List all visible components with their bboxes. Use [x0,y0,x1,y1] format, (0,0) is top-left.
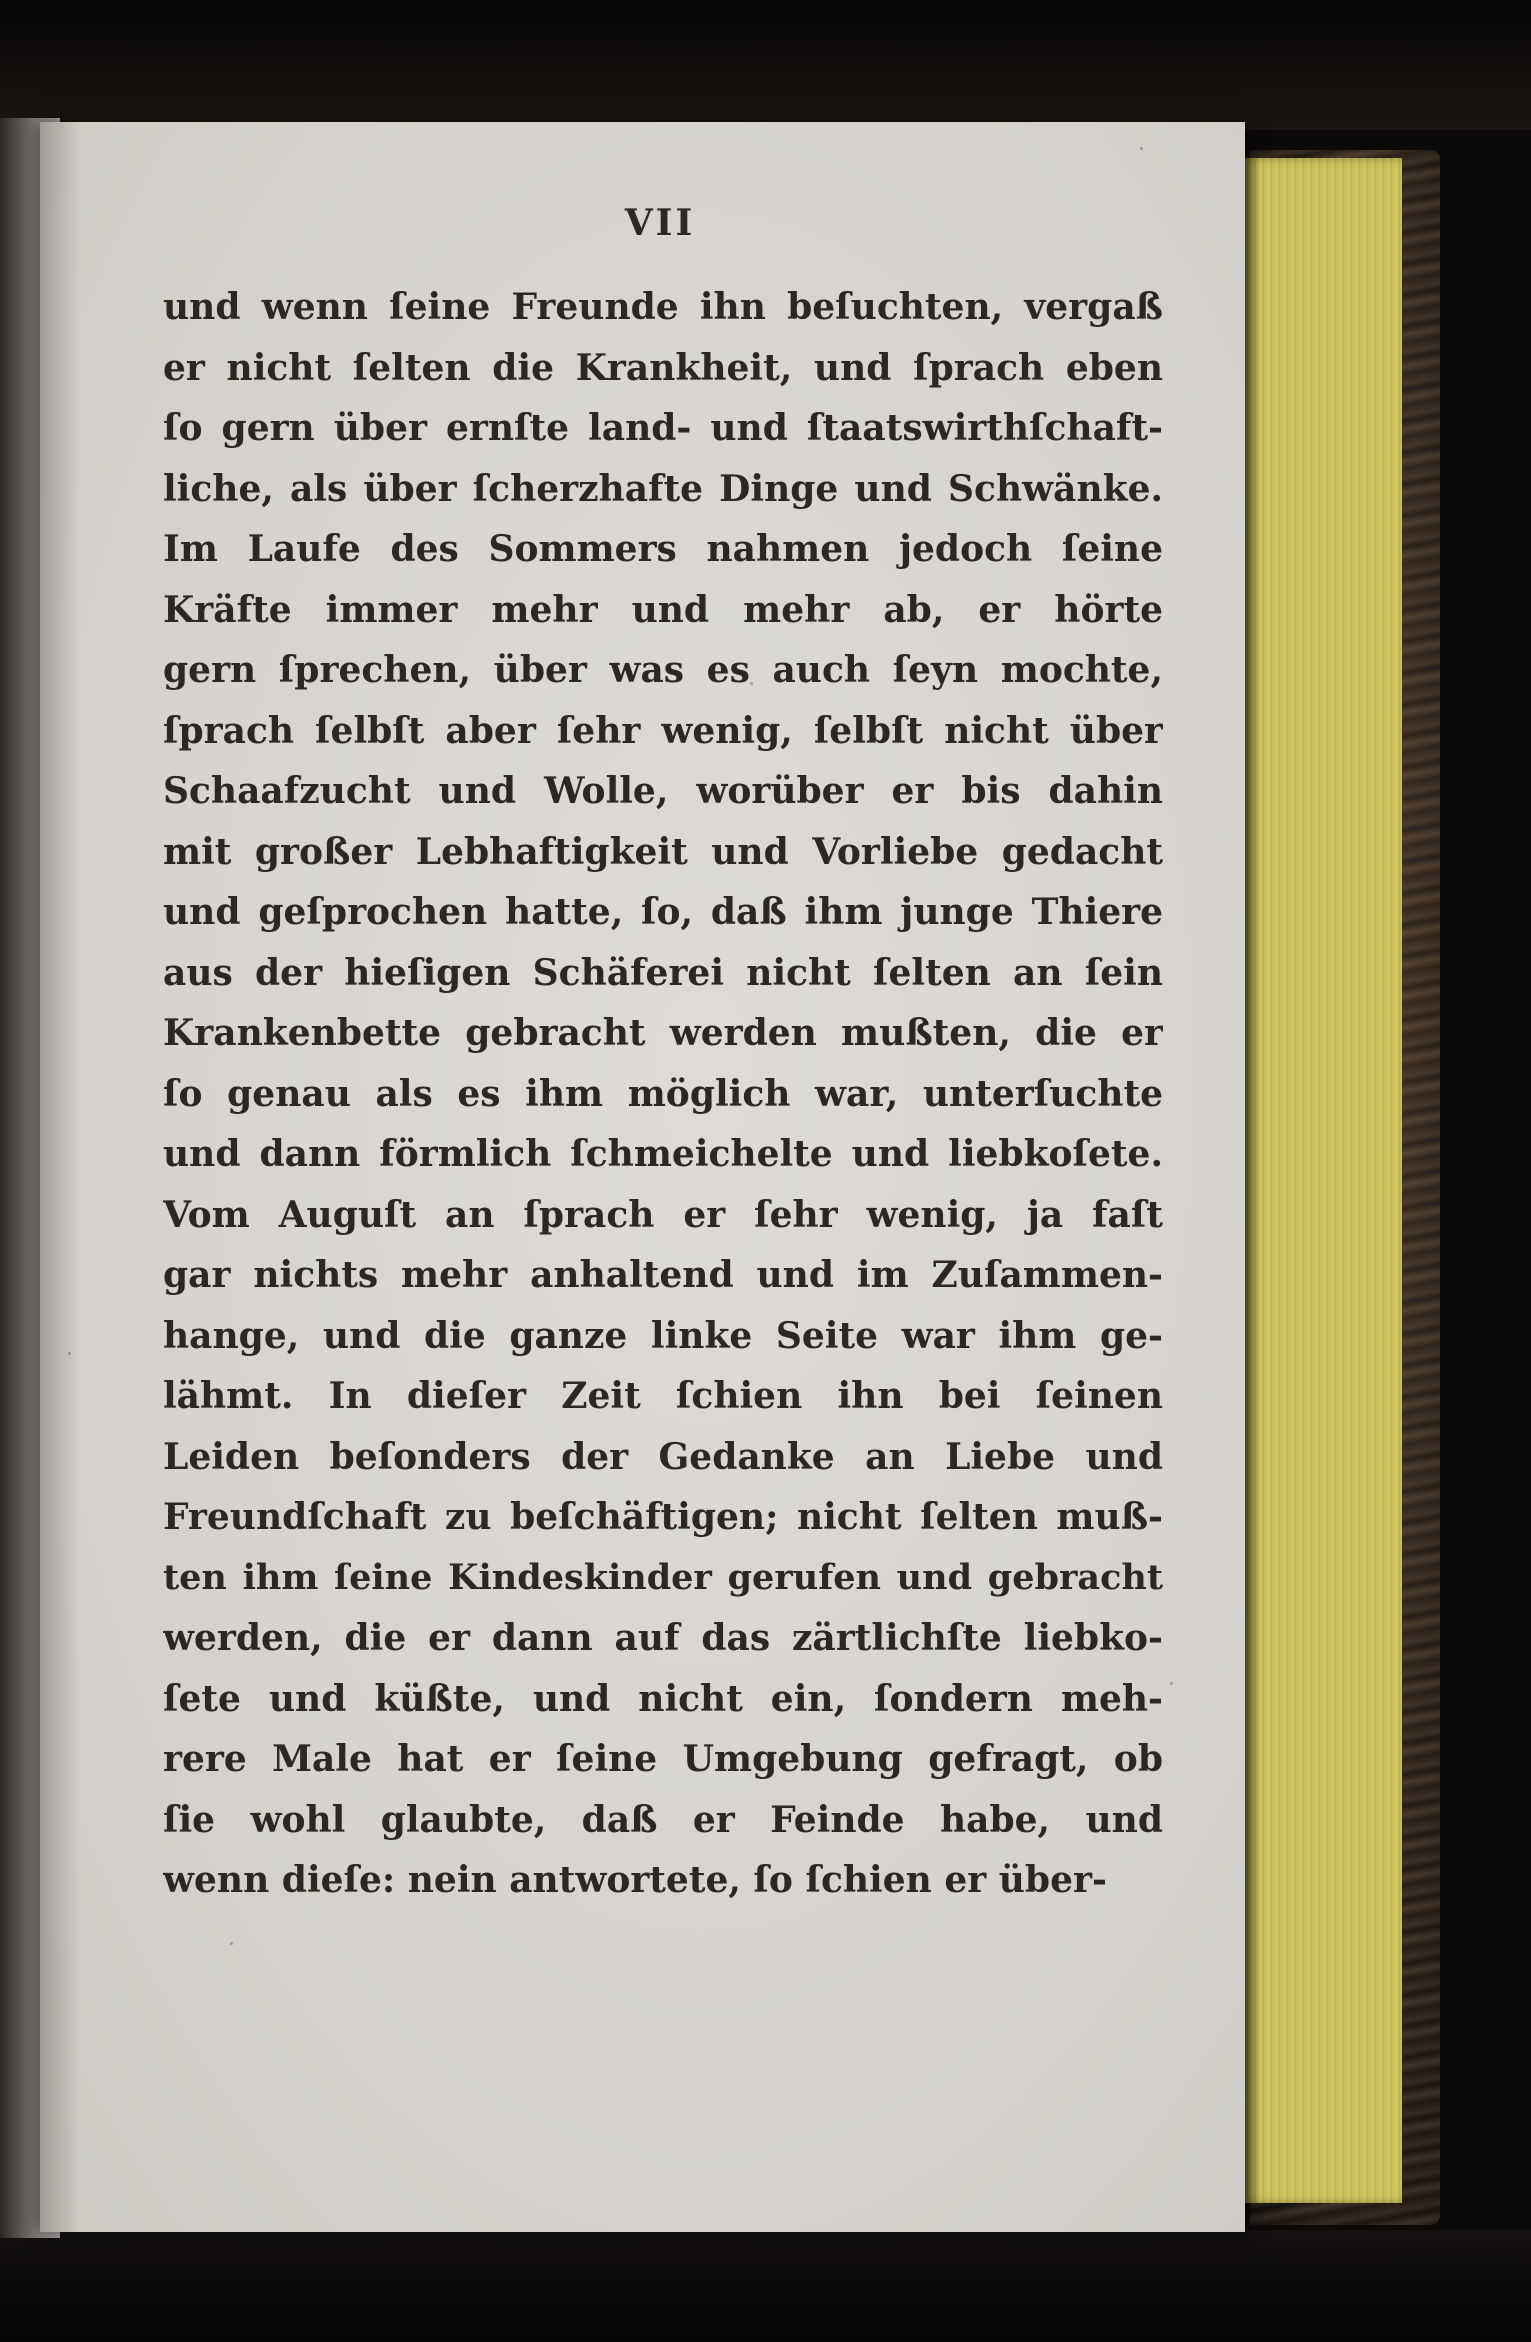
text-line: rere Male hat er ſeine Umgebung gefragt, ob [163,1738,1163,1780]
text-line: er nicht ſelten die Krankheit, und ſprach eben [163,346,1163,389]
text-line: ſo genau als es ihm möglich war, unterſuchte [163,1072,1163,1115]
text-line: und dann förmlich ſchmeichelte und liebkoſete. [163,1133,1163,1175]
text-line: werden, die er dann auf das zärtlichſte liebko- [163,1617,1163,1659]
text-line: hange, und die ganze linke Seite war ihm ge- [163,1314,1163,1357]
text-line: Im Laufe des Sommers nahmen jedoch ſeine [163,528,1163,570]
page-number: VII [624,202,696,244]
book-page [40,122,1245,2232]
text-line: ſprach ſelbſt aber ſehr wenig, ſelbſt nicht über [163,709,1163,752]
paper-speck [1170,1682,1173,1685]
text-line: wenn dieſe: nein antwortete, ſo ſchien er über- [163,1859,1107,1901]
text-line: Freundſchaft zu beſchäftigen; nicht ſelten muß- [163,1496,1163,1538]
paper-speck [750,682,753,685]
text-line: mit großer Lebhaftigkeit und Vorliebe gedacht [163,830,1163,873]
text-line: ſo gern über ernſte land- und ſtaatswirthſchaft- [163,407,1163,449]
paper-speck [1140,147,1143,150]
text-line: Kräfte immer mehr und mehr ab, er hörte [163,588,1163,631]
dark-background-top [0,0,1531,130]
text-line: und wenn ſeine Freunde ihn beſuchten, vergaß [163,286,1163,328]
text-line: ſete und küßte, und nicht ein, ſondern meh- [163,1677,1163,1720]
text-line: Vom Auguſt an ſprach er ſehr wenig, ja faſt [163,1193,1163,1236]
text-line: aus der hieſigen Schäferei nicht ſelten an ſein [163,951,1163,994]
text-line: lähmt. In dieſer Zeit ſchien ihn bei ſeinen [163,1375,1163,1417]
text-line: Krankenbette gebracht werden mußten, die er [163,1012,1163,1054]
gilt-page-edges [1242,158,1402,2203]
text-line: ten ihm ſeine Kindeskinder gerufen und gebracht [163,1556,1163,1598]
text-line: gar nichts mehr anhaltend und im Zuſammen- [163,1254,1163,1296]
paper-speck [230,1942,233,1945]
paper-speck [68,1352,71,1355]
dark-background-bottom [0,2230,1531,2342]
text-line: Schaafzucht und Wolle, worüber er bis dahin [163,770,1163,812]
text-line: gern ſprechen, über was es auch ſeyn mochte, [163,649,1163,691]
text-line: ſie wohl glaubte, daß er Feinde habe, und [163,1798,1163,1841]
text-line: liche, als über ſcherzhafte Dinge und Schwänke. [163,467,1163,510]
text-line: und geſprochen hatte, ſo, daß ihm junge Thiere [163,891,1163,933]
body-text [163,277,1163,1911]
text-line: Leiden beſonders der Gedanke an Liebe und [163,1435,1163,1478]
